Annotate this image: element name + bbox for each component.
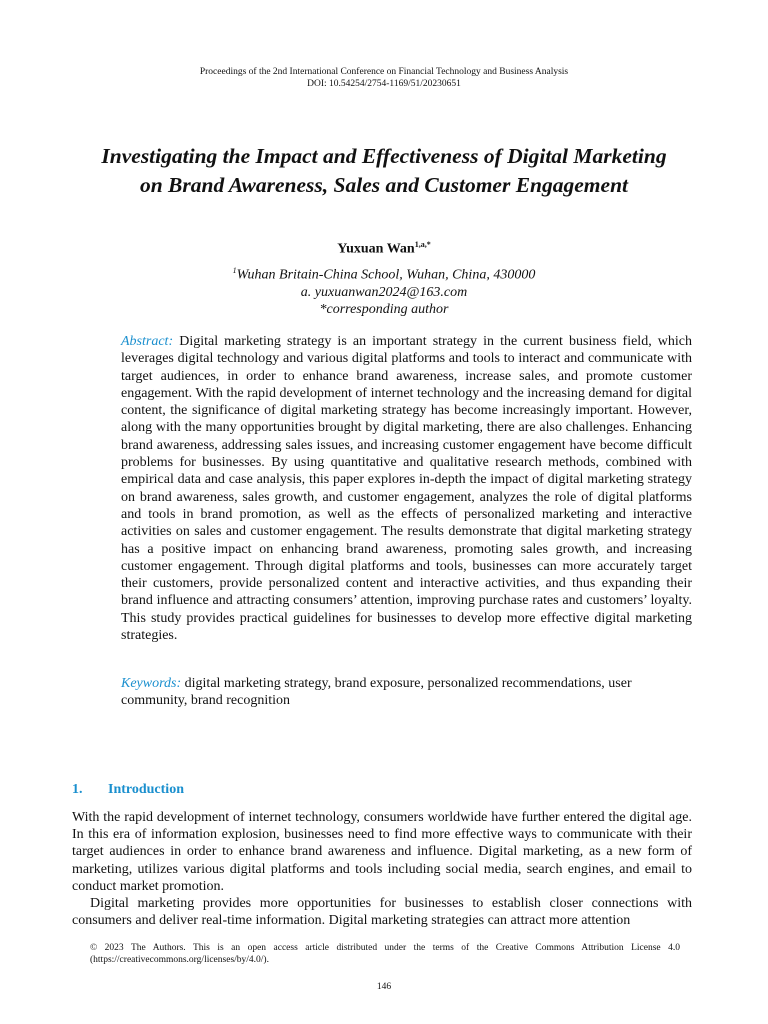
author-email: a. yuxuanwan2024@163.com [300, 284, 468, 300]
corresponding-author-note: *corresponding author [319, 301, 449, 317]
license-footnote: © 2023 The Authors. This is an open access article distributed under the terms of the Creative Commons Attribution License 4.0 (https://creativecommons.org/licenses/by/4.0/). [90, 943, 680, 965]
abstract [121, 333, 692, 644]
paragraph: Digital marketing provides more opportunities for businesses to establish closer connections with consumers and deliver real-time information. Digital marketing strategies can attract more attention [72, 896, 692, 929]
abstract-label: Abstract: [121, 334, 174, 349]
section-title: Introduction [108, 782, 184, 797]
author-superscript: 1,a,* [414, 240, 431, 249]
affiliation: Wuhan Britain-China School, Wuhan, China, 430000 [236, 267, 536, 283]
section-number: 1. [72, 782, 83, 797]
affiliation-line [0, 262, 768, 284]
affiliation-block [0, 262, 768, 318]
keywords-label: Keywords: [121, 676, 182, 691]
page-number: 146 [376, 982, 392, 992]
abstract-text: Digital marketing strategy is an important strategy in the current business field, which leverages digital technology and various digital platforms and tools to interact and communicate with target audiences, in order to enhance brand awareness, increase sales, and promote customer engagement. With the rapid development of internet technology and the increasing demand for digital content, the significance of digital marketing strategy has become increasingly important. However, along with the many opportunities brought by digital marketing, there are also challenges. Enhancing brand awareness, addressing sales issues, and increasing customer engagement have become difficult problems for businesses. By using quantitative and qualitative research methods, combined with empirical data and case analysis, this paper explores in-depth the impact of digital marketing strategy on brand awareness, sales growth, and customer engagement, analyzes the role of digital platforms and tools in brand promotion, as well as the effects of personalized marketing and interactive activities on sales and customer engagement. The results demonstrate that digital marketing strategy has a positive impact on enhancing brand awareness, promoting sales growth, and increasing customer engagement. Through digital platforms and tools, businesses can more accurately target their customers, provide personalized content and interactive activities, and thus expanding their brand influence and attracting consumers’ attention, improving purchase rates and customers’ loyalty. This study provides practical guidelines for businesses to develop more effective digital marketing strategies. [121, 334, 692, 644]
conference-name: Proceedings of the 2nd International Conference on Financial Technology and Business Analysis [199, 67, 569, 77]
doi: DOI: 10.54254/2754-1169/51/20230651 [307, 79, 461, 89]
author-line [0, 236, 768, 259]
section-heading [72, 781, 184, 799]
running-header [0, 66, 768, 90]
keywords [121, 675, 692, 710]
author-name: Yuxuan Wan [337, 241, 415, 257]
paragraph: With the rapid development of internet technology, consumers worldwide have further entered the digital age. In this era of information explosion, businesses need to find more effective ways to communicate with their target audiences in order to enhance brand awareness and influence. Digital marketing, as a new form of marketing, utilizes various digital platforms and tools including social media, search engines, and email to conduct market promotion. [72, 810, 692, 894]
keywords-text: digital marketing strategy, brand exposure, personalized recommendations, user community, brand recognition [121, 676, 632, 709]
affiliation-superscript: 1 [232, 266, 237, 275]
paper-title: Investigating the Impact and Effectiveness of Digital Marketing on Brand Awareness, Sales and Customer Engagement [101, 144, 667, 197]
body-text [72, 809, 692, 929]
